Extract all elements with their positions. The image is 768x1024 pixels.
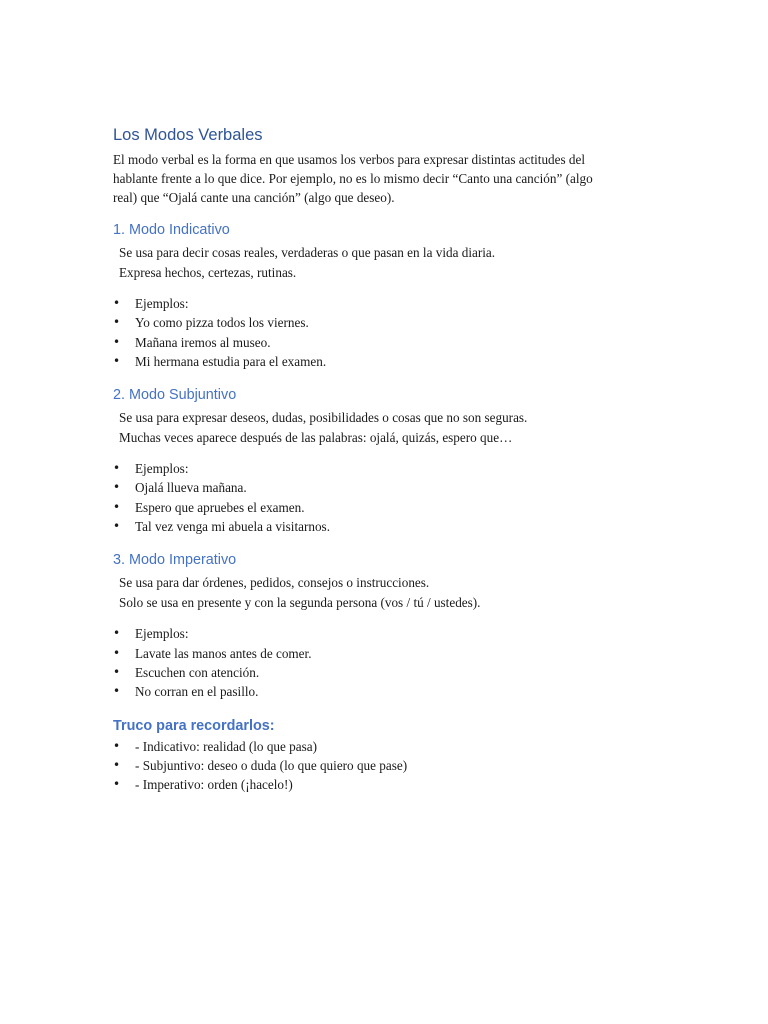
bullet-icon: • xyxy=(113,353,121,368)
section-subjuntivo xyxy=(113,385,658,536)
description-line: Se usa para expresar deseos, dudas, posibilidades o cosas que no son seguras. xyxy=(119,410,528,426)
examples-list xyxy=(113,624,658,701)
bullet-icon: • xyxy=(113,334,121,349)
section-truco xyxy=(113,716,658,795)
list-item xyxy=(113,294,658,313)
list-item xyxy=(113,352,658,371)
bullet-icon: • xyxy=(113,757,121,772)
description-line: Expresa hechos, certezas, rutinas. xyxy=(119,264,297,280)
list-item-text: Mañana iremos al museo. xyxy=(135,334,271,350)
intro-line: real) que “Ojalá cante una canción” (algo que deseo). xyxy=(113,190,395,205)
intro-line: hablante frente a lo que dice. Por ejemplo, no es lo mismo decir “Canto una canción” (algo xyxy=(113,171,593,186)
section-description xyxy=(119,243,658,282)
list-item-text: Tal vez venga mi abuela a visitarnos. xyxy=(135,519,330,535)
list-item-text: Ejemplos: xyxy=(135,296,189,311)
bullet-icon: • xyxy=(113,461,121,476)
intro-line: El modo verbal es la forma en que usamos los verbos para expresar distintas actitudes del xyxy=(113,152,586,167)
section-heading: 1. Modo Indicativo xyxy=(113,222,230,238)
section-indicativo xyxy=(113,220,658,371)
bullet-icon: • xyxy=(113,480,121,495)
list-item-text: - Subjuntivo: deseo o duda (lo que quiero que pase) xyxy=(135,757,408,773)
truco-heading: Truco para recordarlos: xyxy=(113,717,275,734)
truco-list xyxy=(113,737,658,795)
intro-paragraph xyxy=(113,150,658,207)
description-line: Se usa para dar órdenes, pedidos, consejos o instrucciones. xyxy=(119,575,430,591)
list-item xyxy=(113,478,658,497)
list-item-text: Ejemplos: xyxy=(135,461,189,477)
bullet-icon: • xyxy=(113,738,121,753)
bullet-icon: • xyxy=(113,664,121,679)
list-item-text: - Imperativo: orden (¡hacelo!) xyxy=(135,777,293,793)
section-heading: 2. Modo Subjuntivo xyxy=(113,387,237,404)
list-item-text: - Indicativo: realidad (lo que pasa) xyxy=(135,738,317,754)
list-item xyxy=(113,775,658,794)
list-item-text: Escuchen con atención. xyxy=(135,664,260,680)
section-imperativo xyxy=(113,550,658,701)
description-line: Muchas veces aparece después de las palabras: ojalá, quizás, espero que… xyxy=(119,429,513,445)
bullet-icon: • xyxy=(113,499,121,514)
document-body xyxy=(113,124,658,794)
list-item-text: Yo como pizza todos los viernes. xyxy=(135,315,309,331)
list-item-text: Mi hermana estudia para el examen. xyxy=(135,353,327,369)
list-item-text: No corran en el pasillo. xyxy=(135,684,259,700)
document-title: Los Modos Verbales xyxy=(113,126,263,144)
list-item xyxy=(113,313,658,332)
bullet-icon: • xyxy=(113,519,121,534)
list-item-text: Ojalá llueva mañana. xyxy=(135,480,247,496)
list-item xyxy=(113,624,658,643)
bullet-icon: • xyxy=(113,645,121,660)
list-item-text: Ejemplos: xyxy=(135,626,189,642)
list-item xyxy=(113,333,658,352)
bullet-icon: • xyxy=(113,684,121,699)
examples-list xyxy=(113,294,658,371)
section-description xyxy=(119,408,658,447)
examples-list xyxy=(113,459,658,536)
description-line: Solo se usa en presente y con la segunda persona (vos / tú / ustedes). xyxy=(119,594,481,610)
bullet-icon: • xyxy=(113,296,121,310)
list-item xyxy=(113,756,658,775)
list-item xyxy=(113,517,658,536)
list-item xyxy=(113,682,658,701)
bullet-icon: • xyxy=(113,777,121,792)
list-item-text: Lavate las manos antes de comer. xyxy=(135,645,312,661)
bullet-icon: • xyxy=(113,626,121,641)
list-item xyxy=(113,498,658,517)
section-heading: 3. Modo Imperativo xyxy=(113,552,237,569)
list-item xyxy=(113,644,658,663)
bullet-icon: • xyxy=(113,315,121,330)
list-item xyxy=(113,663,658,682)
list-item-text: Espero que apruebes el examen. xyxy=(135,499,305,515)
list-item xyxy=(113,459,658,478)
list-item xyxy=(113,737,658,756)
description-line: Se usa para decir cosas reales, verdaderas o que pasan en la vida diaria. xyxy=(119,245,496,260)
section-description xyxy=(119,573,658,612)
